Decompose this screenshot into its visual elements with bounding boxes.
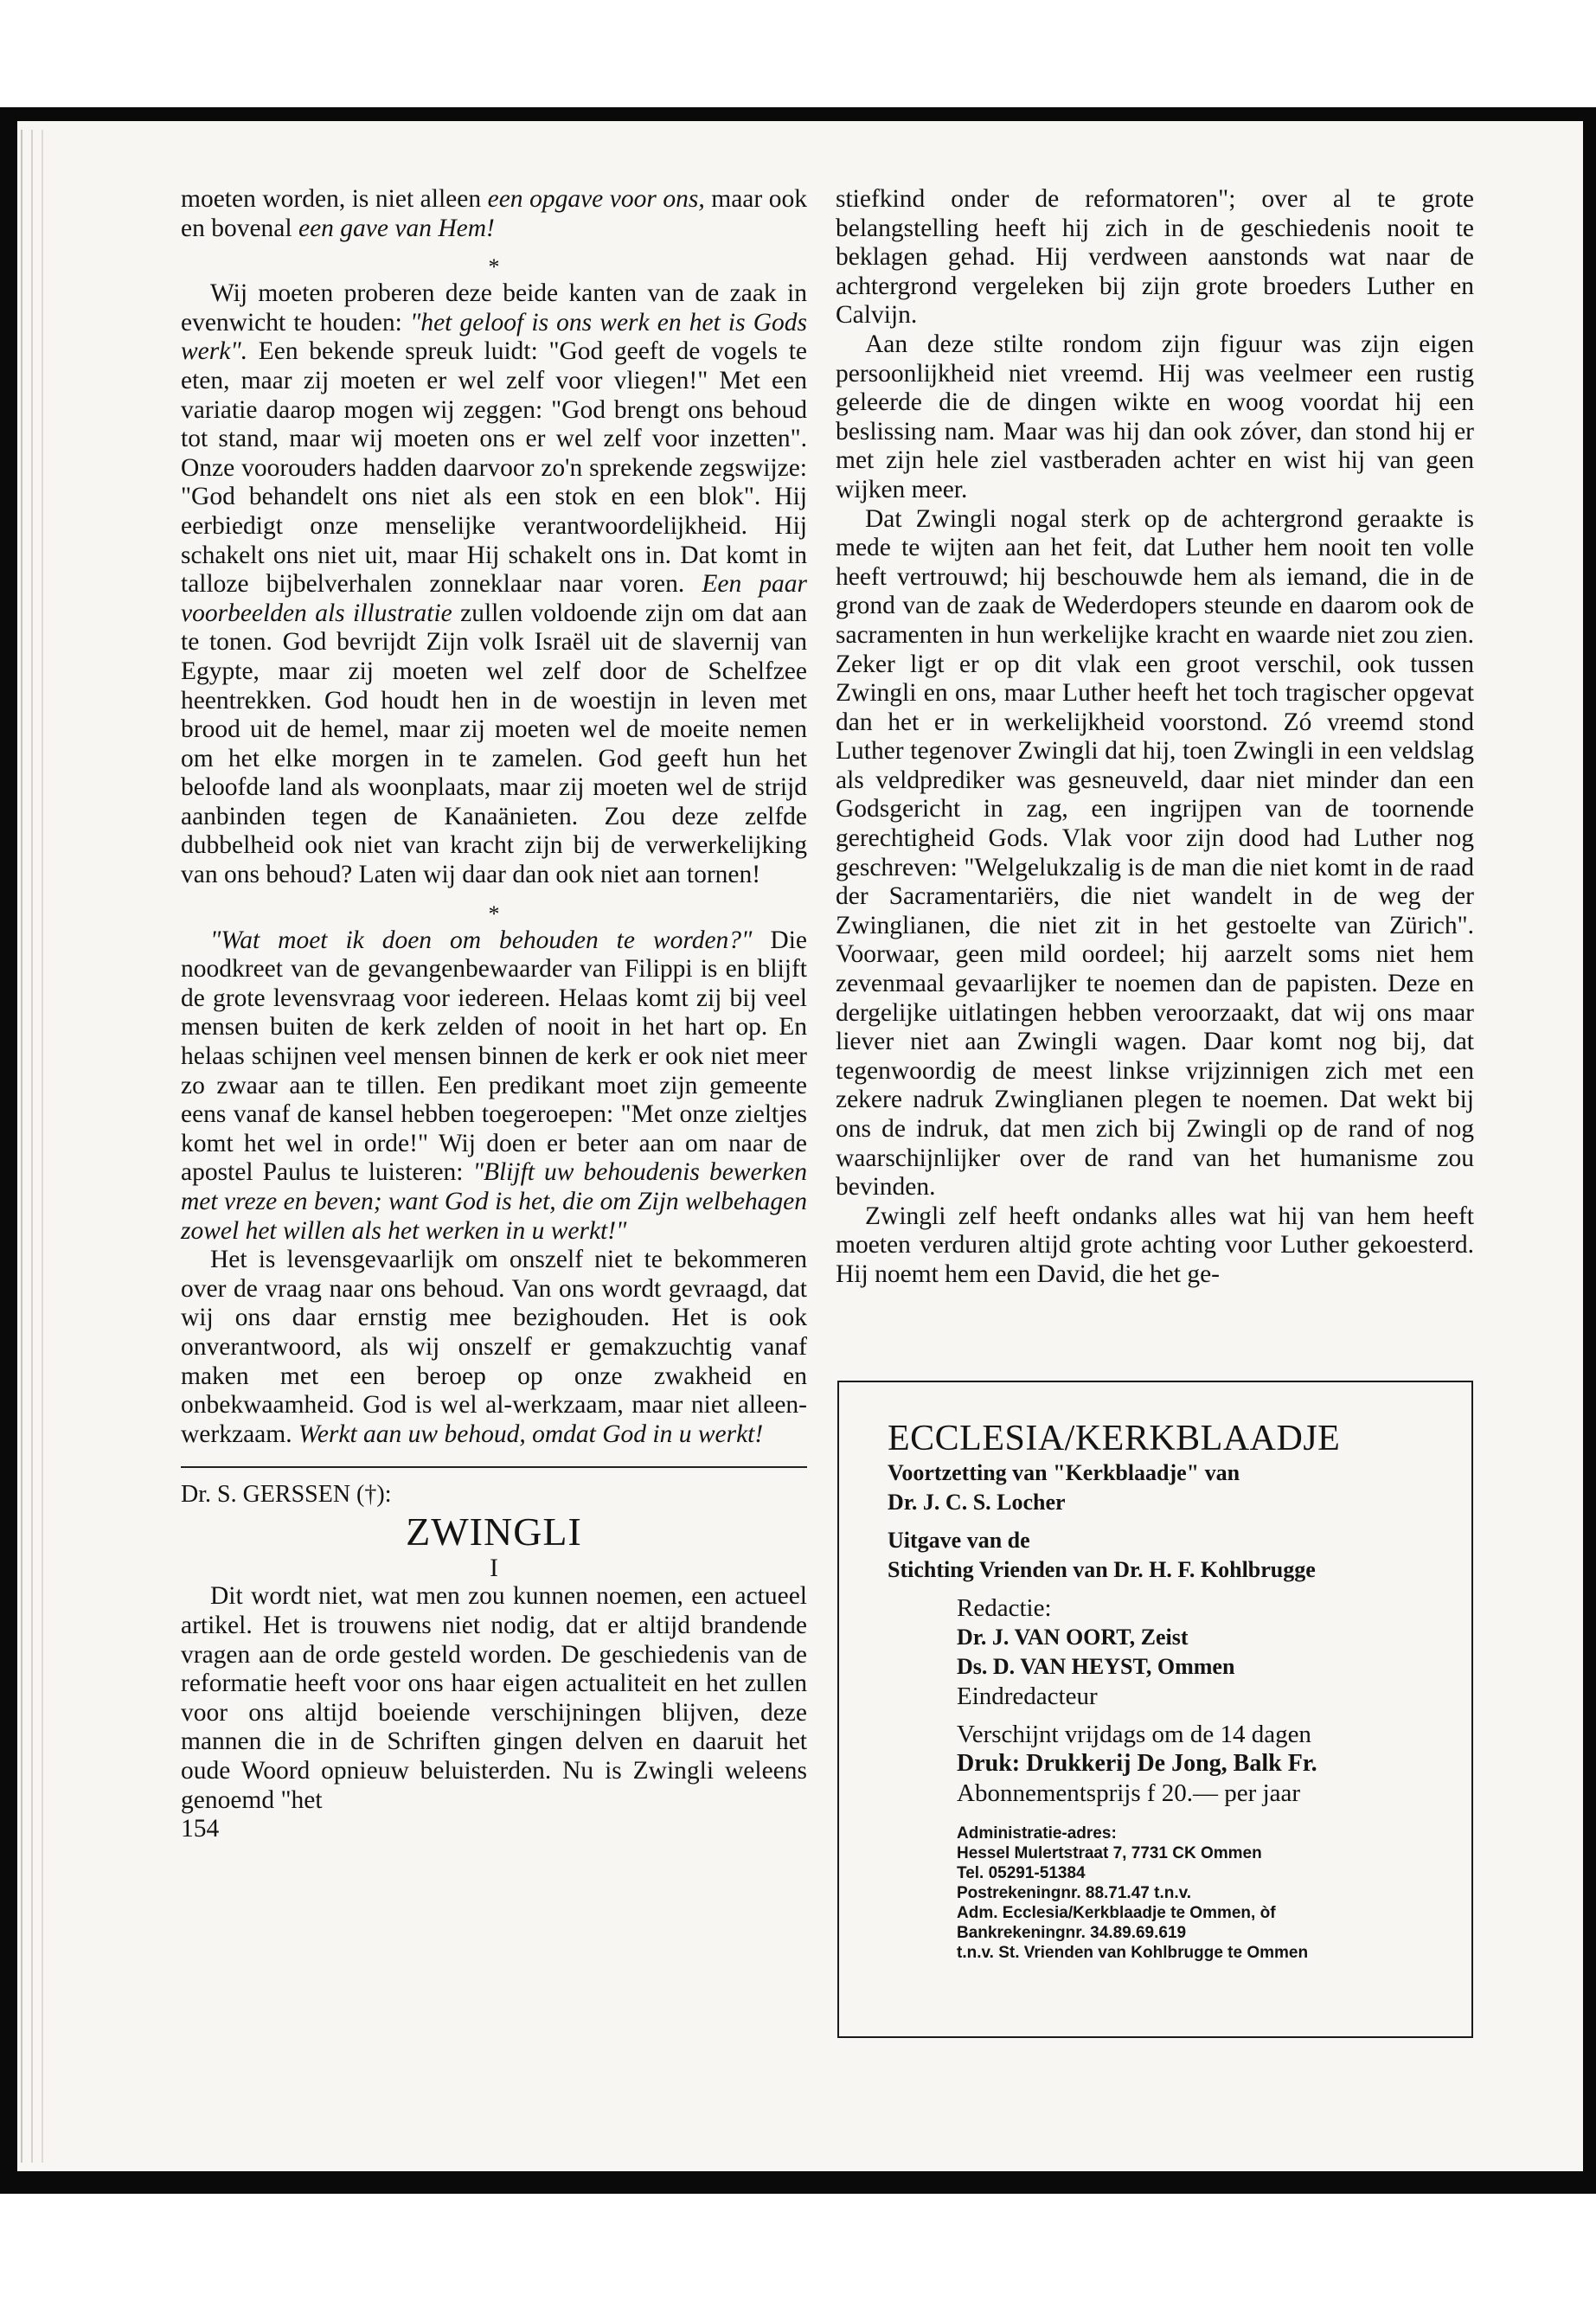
scan-top-margin: [0, 0, 1596, 111]
right-column: [836, 185, 1474, 1290]
page-stack-edges: [21, 130, 66, 2163]
article-title: ZWINGLI: [406, 1509, 582, 1554]
admin-account-holder: Adm. Ecclesia/Kerkblaadje te Ommen, òf: [957, 1904, 1276, 1922]
editor-2: Ds. D. VAN HEYST, Ommen: [957, 1654, 1235, 1679]
publisher-line1: Uitgave van de: [888, 1528, 1030, 1553]
paragraph-levensgevaarlijk: Het is levensgevaarlijk om onszelf niet te bekommeren over de vraag naar ons behoud. Van ons wordt gevraagd, dat wij ons daar ernstig mee bezighouden. Het is ook onverantwoord, als wij onszelf er gemakzuchtig vanaf maken met een beroep op onze zwakheid en onbekwaamheid. God is wel al-werkzaam, maar niet alleen-werkzaam. Werkt aan uw behoud, omdat God in u werkt!: [181, 1246, 807, 1448]
admin-label: Administratie-adres:: [957, 1824, 1117, 1843]
paragraph-behouden: "Wat moet ik doen om behouden te worden?" Die noodkreet van de gevangenbewaarder van Filippi is en blijft de grote levensvraag voor iedereen. Helaas komt zij bij veel mensen buiten de kerk zelden of nooit in het hart op. En helaas schijnen veel mensen binnen de kerk er ook niet meer zo zwaar aan te tillen. Een predikant moet zijn gemeente eens vanaf de kansel hebben toegeroepen: "Met onze zieltjes komt het wel in orde!" Wij doen er beter aan om naar de apostel Paulus te luisteren: "Blijft uw behoudenis bewerken met vreze en beven; want God is het, die om Zijn welbehagen zowel het willen als het werken in u werkt!": [181, 926, 808, 1245]
admin-bank-account: Bankrekeningnr. 34.89.69.619: [957, 1924, 1187, 1942]
masthead-title: ECCLESIA/KERKBLAADJE: [888, 1419, 1341, 1458]
left-column: [181, 185, 807, 1844]
editorial-block: [957, 1593, 1450, 1963]
article-divider: [181, 1466, 807, 1468]
paragraph-zwingli-intro: Dit wordt niet, wat men zou kunnen noemen, een actueel artikel. Het is trouwens niet nodig, dat er altijd brandende vragen aan de orde gesteld worden. De geschiedenis van de reformatie heeft voor ons haar eigen actualiteit en het zullen voor ons altijd boeiende verschijningen blijven, deze mannen die in de Schriften gingen delven en daaruit het oude Woord opnieuw beluisterden. Nu is Zwingli weleens genoemd "het: [181, 1582, 807, 1814]
paragraph-achting: Zwingli zelf heeft ondanks alles wat hij van hem heeft moeten verduren altijd grote achting voor Luther gekoesterd. Hij noemt hem een David, die het ge-: [836, 1202, 1474, 1288]
section-number: I: [490, 1554, 498, 1583]
masthead-sub1: Voortzetting van "Kerkblaadje" van: [888, 1460, 1240, 1485]
editor-role: Eindredacteur: [957, 1682, 1098, 1710]
publication-frequency: Verschijnt vrijdags om de 14 dagen: [957, 1721, 1311, 1748]
scan-edge-bottom: [0, 2171, 1596, 2194]
admin-phone: Tel. 05291-51384: [957, 1864, 1086, 1882]
paragraph-achtergrond: Dat Zwingli nogal sterk op de achtergrond geraakte is mede te wijten aan het feit, dat Luther hem nooit ten volle heeft vertrouwd; hij beschouwde hem als iemand, die in de grond van de zaak de Wederdopers steunde en daarom ook de sacramenten in hun werkelijke kracht en waarde niet zou zien. Zeker ligt er op dit vlak een groot verschil, ook tussen Zwingli en ons, maar Luther heeft het toch tragischer opgevat dan het er in werkelijkheid voorstond. Zó vreemd stond Luther tegenover Zwingli dat hij, toen Zwingli in een veldslag als veldprediker was gesneuveld, daar niet minder dan een Godsgericht in zag, een ingrijpen van de toornende gerechtigheid Gods. Vlak voor zijn dood had Luther nog geschreven: "Welgelukzalig is de man die niet komt in de raad der Sacramentariërs, die niet wandelt in de weg der Zwinglianen, die niet zit in het gestoelte van Zürich". Voorwaar, geen mild oordeel; hij aarzelt soms niet hem zevenmaal gevaarlijker te noemen dan de papisten. Deze en dergelijke uitlatingen hebben veroorzaakt, dat wij ons maar liever niet aan Zwingli wagen. Daar komt nog bij, dat tegenwoordig de meest linkse vrijzinnigen zich met een zekere nadruk Zwinglianen plegen te noemen. Dat wekt bij ons de indruk, dat men zich bij Zwingli op de rand of nog waarschijnlijker over de rand van het humanisme zou bevinden.: [836, 504, 1474, 1202]
paragraph-stilte: Aan deze stilte rondom zijn figuur was zijn eigen persoonlijkheid niet vreemd. Hij was veelmeer een rustig geleerde die de dingen wikte en woog voordat hij een beslissing nam. Maar was hij dan ook zóver, dan stond hij er met zijn hele ziel vastberaden achter en wist hij van geen wijken meer.: [836, 330, 1474, 503]
scan-edge-right: [1583, 107, 1596, 2194]
article-author: Dr. S. GERSSEN (†):: [181, 1481, 392, 1509]
paragraph-intro: moeten worden, is niet alleen een opgave voor ons, maar ook en bovenal een gave van Hem!: [181, 185, 807, 242]
paragraph-evenwicht: Wij moeten proberen deze beide kanten van de zaak in evenwicht te houden: "het geloof is ons werk en het is Gods werk". Een bekende spreuk luidt: "God geeft de vogels te eten, maar zij moeten er wel zelf voor vliegen!" Met een variatie daarop mogen wij zeggen: "God brengt ons behoud tot stand, maar wij moeten ons er wel zelf voor inzetten". Onze voorouders hadden daarvoor zo'n sprekende zegswijze: "God behandelt ons niet als een stok en een blok". Hij eerbiedigt onze menselijke verantwoordelijkheid. Hij schakelt ons niet uit, maar Hij schakelt ons in. Dat komt in talloze bijbelverhalen zonneklaar naar voren. Een paar voorbeelden als illustratie zullen voldoende zijn om dat aan te tonen. God bevrijdt Zijn volk Israël uit de slavernij van Egypte, maar zij moeten wel zelf door de Schelfzee heentrekken. God houdt hen in de woestijn in leven met brood uit de hemel, maar zij moeten wel de moeite nemen om het elke morgen in te zamelen. God geeft hun het beloofde land als woonplaats, maar zij moeten wel de strijd aanbinden tegen de Kanaänieten. Zou deze zelfde dubbelheid ook niet van kracht zijn bij de verwerkelijking van ons behoud? Laten wij daar dan ook niet aan tornen!: [181, 279, 807, 889]
admin-address: Hessel Mulertstraat 7, 7731 CK Ommen: [957, 1844, 1262, 1862]
colophon-content: [888, 1419, 1450, 1963]
section-separator-star: *: [488, 254, 500, 280]
subscription-price: Abonnementsprijs f 20.— per jaar: [957, 1779, 1301, 1807]
scan-edge-top: [5, 107, 1593, 121]
publisher-line2: Stichting Vrienden van Dr. H. F. Kohlbrugge: [888, 1557, 1316, 1582]
admin-bank-holder: t.n.v. St. Vrienden van Kohlbrugge te Ommen: [957, 1944, 1309, 1962]
admin-postal-account: Postrekeningnr. 88.71.47 t.n.v.: [957, 1884, 1192, 1902]
scan-edge-left: [0, 107, 17, 2194]
paragraph-stiefkind: stiefkind onder de reformatoren"; over al te grote belangstelling heeft hij zich in de geschiedenis nooit te beklagen gehad. Hij verdween aanstonds wat naar de achtergrond vergeleken bij zijn grote broeders Luther en Calvijn.: [836, 185, 1474, 330]
printer-line: Druk: Drukkerij De Jong, Balk Fr.: [957, 1750, 1317, 1777]
section-separator-star: *: [488, 901, 500, 926]
editorial-label: Redactie:: [957, 1594, 1052, 1622]
masthead-sub2: Dr. J. C. S. Locher: [888, 1490, 1066, 1515]
page-number: 154: [181, 1815, 220, 1843]
colophon-box: [837, 1381, 1473, 2038]
editor-1: Dr. J. VAN OORT, Zeist: [957, 1625, 1189, 1650]
